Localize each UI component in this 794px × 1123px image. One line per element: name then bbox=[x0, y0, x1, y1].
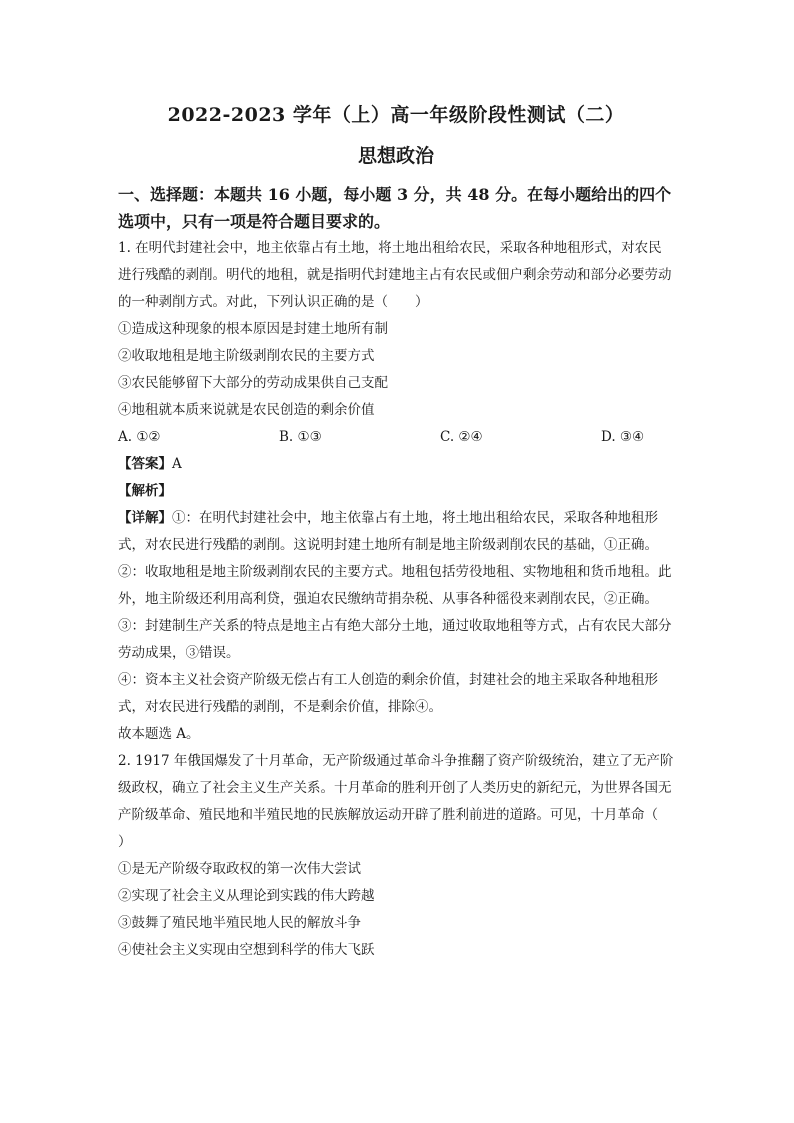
analysis-line bbox=[118, 478, 674, 505]
answer-line bbox=[118, 451, 674, 478]
statement-item: ③鼓舞了殖民地半殖民地人民的解放斗争 bbox=[118, 915, 361, 931]
statement-item: ①造成这种现象的根本原因是封建土地所有制 bbox=[118, 321, 388, 337]
option-c: C. ②④ bbox=[440, 429, 483, 445]
detail-paragraph: ②：收取地租是地主阶级剥削农民的主要方式。地租包括劳役地租、实物地租和货币地租。此外，地主阶级还利用高利贷，强迫农民缴纳苛捐杂税、从事各种徭役来剥削农民，②正确。 bbox=[118, 564, 672, 607]
exam-title: 2022-2023 学年（上）高一年级阶段性测试（二） bbox=[167, 104, 625, 126]
answer-label: 【答案】 bbox=[118, 456, 172, 472]
detail-text: ①：在明代封建社会中，地主依靠占有土地，将土地出租给农民，采取各种地租形式，对农民进行残酷的剥削。这说明封建土地所有制是地主阶级剥削农民的基础，①正确。 bbox=[118, 510, 658, 553]
detail-label: 【详解】 bbox=[118, 510, 172, 526]
question-1 bbox=[118, 235, 674, 748]
section-heading: 一、选择题：本题共 16 小题，每小题 3 分，共 48 分。在每小题给出的四个选项中，只有一项是符合题目要求的。 bbox=[118, 185, 672, 231]
question-2 bbox=[118, 748, 685, 964]
conclusion: 故本题选 A。 bbox=[118, 726, 200, 742]
statement-item: ①是无产阶级夺取政权的第一次伟大尝试 bbox=[118, 861, 361, 877]
question-stem: 2. 1917 年俄国爆发了十月革命，无产阶级通过革命斗争推翻了资产阶级统治，建立了无产阶级政权，确立了社会主义生产关系。十月革命的胜利开创了人类历史的新纪元，为世界各国无产阶级革命、殖民地和半殖民地的民族解放运动开辟了胜利前进的道路。可见，十月革命（ ） bbox=[118, 753, 685, 850]
analysis-label: 【解析】 bbox=[118, 483, 172, 499]
answer-options bbox=[118, 424, 674, 451]
statement-item: ②实现了社会主义从理论到实践的伟大跨越 bbox=[118, 888, 375, 904]
statement-item: ④地租就本质来说就是农民创造的剩余价值 bbox=[118, 402, 375, 418]
statement-item: ②收取地租是地主阶级剥削农民的主要方式 bbox=[118, 348, 375, 364]
answer-value: A bbox=[172, 456, 182, 472]
question-stem: 1. 在明代封建社会中，地主依靠占有土地，将土地出租给农民，采取各种地租形式，对农民进行残酷的剥削。明代的地租，就是指明代封建地主占有农民或佃户剩余劳动和部分必要劳动的一种剥削方式。对此，下列认识正确的是（ ） bbox=[118, 240, 672, 310]
detail-paragraph: ④：资本主义社会资产阶级无偿占有工人创造的剩余价值，封建社会的地主采取各种地租形式，对农民进行残酷的剥削，不是剩余价值，排除④。 bbox=[118, 672, 658, 715]
option-b: B. ①③ bbox=[279, 429, 322, 445]
exam-page bbox=[118, 96, 685, 964]
option-d: D. ③④ bbox=[601, 429, 645, 445]
subject-title: 思想政治 bbox=[357, 145, 434, 167]
detail-paragraph bbox=[118, 505, 674, 559]
detail-paragraph: ③：封建制生产关系的特点是地主占有绝大部分土地，通过收取地租等方式，占有农民大部分劳动成果，③错误。 bbox=[118, 618, 672, 661]
statement-item: ④使社会主义实现由空想到科学的伟大飞跃 bbox=[118, 942, 375, 958]
statement-item: ③农民能够留下大部分的劳动成果供自己支配 bbox=[118, 375, 388, 391]
option-a: A. ①② bbox=[118, 429, 161, 445]
